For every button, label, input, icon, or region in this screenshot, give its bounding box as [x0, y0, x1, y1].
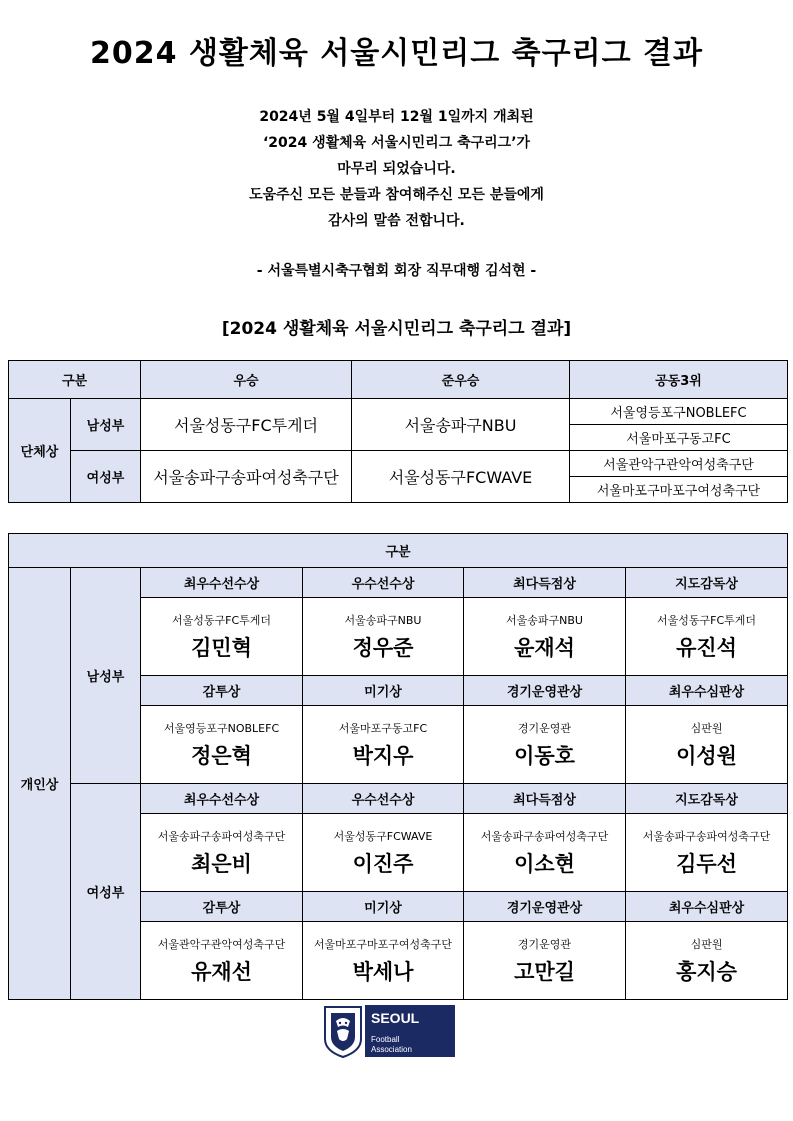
women-winner: 서울송파구송파여성축구단: [141, 451, 352, 503]
winner-cell: [141, 814, 303, 892]
winner-team: 심판원: [690, 937, 723, 951]
table-header-row: [9, 361, 788, 399]
award-title: 최다득점상: [464, 568, 626, 598]
award-title: 감투상: [141, 892, 303, 922]
page-title: 2024 생활체육 서울시민리그 축구리그 결과: [90, 36, 703, 71]
winner-team: 서울송파구송파여성축구단: [157, 829, 286, 843]
award-title: 경기운영관상: [464, 892, 626, 922]
award-title: 경기운영관상: [464, 676, 626, 706]
award-title: 지도감독상: [626, 784, 788, 814]
winner-team: 심판원: [690, 721, 723, 735]
award-title: 우수선수상: [303, 568, 464, 598]
award-title: 최우수심판상: [626, 676, 788, 706]
women-runner-up: 서울성동구FCWAVE: [352, 451, 570, 503]
award-title-row: [9, 784, 788, 814]
winner-cell: [464, 922, 626, 1000]
award-title: 최우수선수상: [141, 568, 303, 598]
winner-name: 고만길: [514, 959, 575, 984]
intro-line: ‘2024 생활체육 서울시민리그 축구리그’가: [262, 135, 531, 151]
team-award-category: 단체상: [9, 399, 71, 503]
winner-cell: [303, 922, 464, 1000]
team-awards-table: [8, 360, 788, 503]
award-title: 미기상: [303, 892, 464, 922]
award-title: 감투상: [141, 676, 303, 706]
header-winner: 우승: [141, 361, 352, 399]
men-division-label: 남성부: [71, 399, 141, 451]
winner-cell: [141, 706, 303, 784]
logo-text-box: [365, 1005, 455, 1057]
winner-team: 서울송파구송파여성축구단: [642, 829, 771, 843]
intro-message: [0, 104, 793, 234]
logo-word: SEOUL: [371, 1010, 420, 1026]
men-third-2: 서울마포구동고FC: [570, 425, 788, 451]
winner-cell: [626, 922, 788, 1000]
winner-cell: [141, 922, 303, 1000]
winner-name: 유진석: [676, 635, 737, 660]
men-division-label: 남성부: [71, 568, 141, 784]
winner-team: 서울송파구NBU: [506, 613, 583, 627]
header-runner-up: 준우승: [352, 361, 570, 399]
winner-name: 이진주: [352, 851, 414, 876]
award-title-row: [9, 568, 788, 598]
winner-team: 경기운영관: [517, 721, 572, 735]
winner-name: 박지우: [352, 743, 414, 768]
table-header-row: [9, 534, 788, 568]
logo-line: Association: [371, 1045, 412, 1054]
winner-team: 서울영등포구NOBLEFC: [163, 721, 280, 735]
results-subtitle: [2024 생활체육 서울시민리그 축구리그 결과]: [221, 319, 572, 339]
award-title: 최우수심판상: [626, 892, 788, 922]
men-runner-up: 서울송파구NBU: [352, 399, 570, 451]
winner-team: 서울마포구동고FC: [338, 721, 428, 735]
winner-cell: [464, 814, 626, 892]
winner-team: 서울송파구송파여성축구단: [480, 829, 609, 843]
header-category: 구분: [9, 361, 141, 399]
header-joint-third: 공동3위: [570, 361, 788, 399]
intro-line: 도움주신 모든 분들과 참여해주신 모든 분들에게: [249, 187, 544, 203]
winner-name: 이성원: [676, 743, 737, 768]
table-row: [9, 399, 788, 425]
award-title: 지도감독상: [626, 568, 788, 598]
winner-name: 윤재석: [514, 635, 575, 660]
winner-cell: [626, 706, 788, 784]
winner-cell: [141, 598, 303, 676]
seoul-football-association-logo: [323, 1005, 455, 1059]
signature: - 서울특별시축구협회 회장 직무대행 김석현 -: [256, 263, 537, 279]
intro-line: 감사의 말씀 전합니다.: [328, 213, 465, 229]
winner-name: 유재선: [191, 959, 252, 984]
intro-line: 2024년 5월 4일부터 12월 1일까지 개최된: [259, 109, 534, 125]
winner-cell: [303, 706, 464, 784]
winner-name: 박세나: [352, 959, 414, 984]
winner-cell: [626, 598, 788, 676]
winner-team: 서울송파구NBU: [344, 613, 422, 627]
winner-team: 경기운영관: [517, 937, 572, 951]
winner-name: 이소현: [514, 851, 575, 876]
winner-cell: [464, 706, 626, 784]
winner-cell: [464, 598, 626, 676]
women-third-2: 서울마포구마포구여성축구단: [570, 477, 788, 503]
table-row: [9, 451, 788, 477]
winner-name: 홍지승: [676, 959, 737, 984]
winner-name: 김두선: [676, 851, 737, 876]
men-third-1: 서울영등포구NOBLEFC: [570, 399, 788, 425]
award-title: 최우수선수상: [141, 784, 303, 814]
winner-name: 최은비: [191, 851, 252, 876]
women-division-label: 여성부: [71, 451, 141, 503]
award-title: 미기상: [303, 676, 464, 706]
winner-name: 정은혁: [191, 743, 252, 768]
winner-name: 이동호: [514, 743, 575, 768]
winner-team: 서울성동구FC투게더: [171, 613, 271, 627]
award-title: 우수선수상: [303, 784, 464, 814]
winner-team: 서울성동구FCWAVE: [333, 829, 433, 843]
winner-team: 서울마포구마포구여성축구단: [313, 937, 453, 951]
winner-cell: [303, 598, 464, 676]
individual-awards-table: [8, 533, 788, 1000]
winner-cell: [626, 814, 788, 892]
winner-team: 서울성동구FC투게더: [657, 613, 757, 627]
women-division-label: 여성부: [71, 784, 141, 1000]
tiger-shield-icon: [323, 1005, 363, 1059]
header-category: 구분: [9, 534, 788, 568]
winner-name: 정우준: [352, 635, 414, 660]
award-title: 최다득점상: [464, 784, 626, 814]
intro-line: 마무리 되었습니다.: [337, 161, 456, 177]
winner-name: 김민혁: [191, 635, 252, 660]
individual-award-category: 개인상: [9, 568, 71, 1000]
men-winner: 서울성동구FC투게더: [141, 399, 352, 451]
logo-line: Football: [371, 1035, 400, 1044]
logo-subtext: [371, 1035, 412, 1055]
women-third-1: 서울관악구관악여성축구단: [570, 451, 788, 477]
winner-team: 서울관악구관악여성축구단: [157, 937, 286, 951]
winner-cell: [303, 814, 464, 892]
